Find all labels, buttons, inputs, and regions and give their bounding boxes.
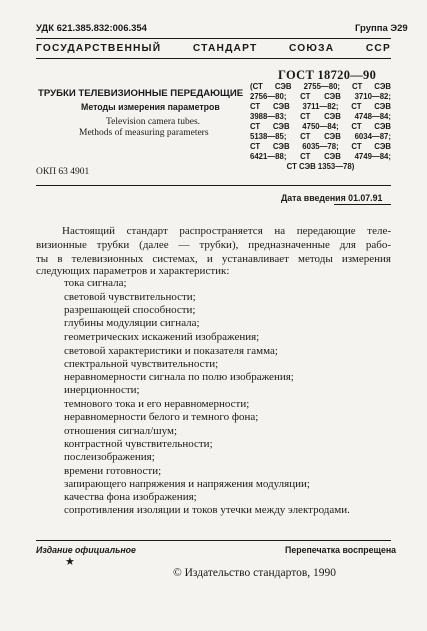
parameter-list-item: контрастной чувствительности; bbox=[64, 438, 213, 450]
parameter-list-item: качества фона изображения; bbox=[64, 491, 197, 503]
parameter-list-item: инерционности; bbox=[64, 384, 140, 396]
top-rule bbox=[36, 38, 391, 39]
parameter-list-item: тока сигнала; bbox=[64, 277, 127, 289]
copyright-notice: © Издательство стандартов, 1990 bbox=[173, 567, 337, 579]
parameter-list-item: разрешающей способности; bbox=[64, 304, 196, 316]
section-rule bbox=[36, 185, 391, 186]
intro-paragraph-line: следующих параметров и характеристик: bbox=[36, 265, 230, 277]
parameter-list-item: неравномерности сигнала по полю изображения; bbox=[64, 371, 294, 383]
parameter-list-item: световой характеристики и показателя гамма; bbox=[64, 345, 278, 357]
udc-code: УДК 621.385.832:006.354 bbox=[36, 23, 147, 34]
document-title-en-line2: Methods of measuring parameters bbox=[79, 128, 209, 138]
state-standard-heading: ГОСУДАРСТВЕННЫЙ СТАНДАРТ СОЮЗА ССР bbox=[36, 43, 391, 54]
cmea-reference-line: 2756—80; СТ СЭВ 3710—82; bbox=[250, 92, 391, 101]
star-mark: ★ bbox=[65, 556, 75, 568]
cmea-reference-line: 3988—83; СТ СЭВ 4748—84; bbox=[250, 112, 391, 121]
footer-rule bbox=[36, 540, 391, 541]
document-subtitle-ru: Методы измерения параметров bbox=[81, 102, 220, 112]
cmea-reference-line: 5138—85; СТ СЭВ 6034—87; bbox=[250, 132, 391, 141]
cmea-reference-line: 6421—88; СТ СЭВ 4749—84; bbox=[250, 152, 391, 161]
cmea-reference-line: СТ СЭВ 3711—82; СТ СЭВ bbox=[250, 102, 391, 111]
reprint-prohibited-label: Перепечатка воспрещена bbox=[285, 545, 397, 555]
official-edition-label: Издание официальное bbox=[36, 545, 136, 555]
cmea-reference-line: (СТ СЭВ 2755—80; СТ СЭВ bbox=[250, 82, 391, 91]
parameter-list-item: темнового тока и его неравномерности; bbox=[64, 398, 250, 410]
parameter-list-item: неравномерности белого и темного фона; bbox=[64, 411, 259, 423]
header-rule bbox=[36, 58, 391, 59]
parameter-list-item: послеизображения; bbox=[64, 451, 155, 463]
document-title-en-line1: Television camera tubes. bbox=[106, 117, 201, 127]
introduction-date: Дата введения 01.07.91 bbox=[281, 193, 383, 203]
parameter-list-item: отношения сигнал/шум; bbox=[64, 425, 178, 437]
parameter-list-item: спектральной чувствительности; bbox=[64, 358, 219, 370]
date-underline bbox=[334, 204, 391, 205]
parameter-list-item: запирающего напряжения и напряжения модуляции; bbox=[64, 478, 310, 490]
cmea-reference-line: СТ СЭВ 6035—78; СТ СЭВ bbox=[250, 142, 391, 151]
cmea-reference-line: СТ СЭВ 4750—84; СТ СЭВ bbox=[250, 122, 391, 131]
parameter-list-item: глубины модуляции сигнала; bbox=[64, 317, 200, 329]
okp-code: ОКП 63 4901 bbox=[36, 167, 90, 177]
group-code: Группа Э29 bbox=[355, 23, 408, 34]
parameter-list-item: геометрических искажений изображения; bbox=[64, 331, 260, 343]
gost-number: ГОСТ 18720—90 bbox=[278, 68, 377, 82]
parameter-list-item: световой чувствительности; bbox=[64, 291, 196, 303]
parameter-list-item: времени готовности; bbox=[64, 465, 162, 477]
intro-paragraph-line: визионные трубки (далее — трубки), предназначенные для рабо- bbox=[36, 239, 391, 251]
intro-paragraph-line: ты в телевизионных системах, и устанавливает методы измерения bbox=[36, 253, 391, 265]
intro-paragraph-line: Настоящий стандарт распространяется на передающие теле- bbox=[62, 225, 391, 237]
document-title-ru: ТРУБКИ ТЕЛЕВИЗИОННЫЕ ПЕРЕДАЮЩИЕ bbox=[38, 88, 244, 99]
parameter-list-item: сопротивления изоляции и токов утечки между электродами. bbox=[64, 504, 350, 516]
cmea-reference-line: СТ СЭВ 1353—78) bbox=[286, 162, 355, 171]
